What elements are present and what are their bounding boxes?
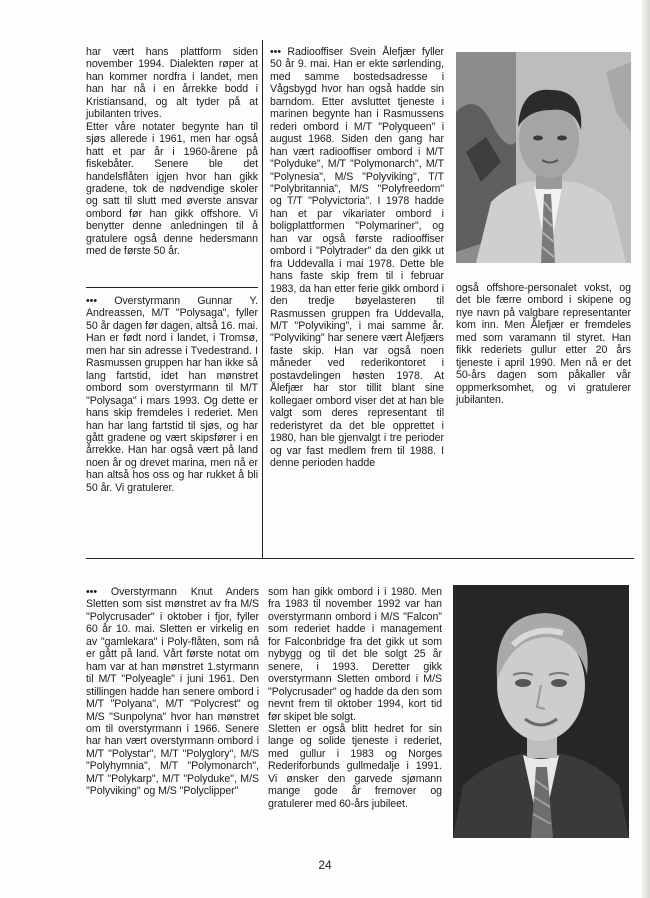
article-alefjaer-continued: også offshore-personalet vokst, og det ble færre ombord i skipene og nye navn på valgbare representanter kom inn. Men Ålefjær er fremdeles med som varamann til styret. Han fikk rederiets gullur etter 20 års tjeneste i april 1990. Men nå er det 50-års dagen som påkaller vår oppmerksomhet, og vi gratulerer jubilanten. — [456, 282, 631, 407]
page-number: 24 — [318, 858, 332, 872]
article-alefjaer: ••• Radiooffiser Svein Ålefjær fyller 50 år 9. mai. Han er ekte sørlending, med samme bostedsadresse i Vågsbygd hvor han også hadde sin barndom. Etter avsluttet tjeneste i marinen begynte han i Rasmussens rederi ombord i M/T "Polyqueen" i august 1968. Siden den gang har han vært radiooffiser ombord i M/T "Polyduke", M/T "Polymonarch", M/T "Polynesia", M/S "Polyviking", T/T "Polybritannia", M/S "Polyfreedom" og T/T "Polyvictoria". I 1978 hadde han et par vikariater ombord i boligplattformen "Polymariner", og han var også første radiooffiser ombord i "Polytrader" da den gikk ut fra Uddevalla i mai 1978. Dette ble hans faste skip frem til i februar 1983, da han etter ferie gikk ombord i den tredje bøyelasteren til Rasmussen gruppen fra Uddevalla, M/T "Polyviking", i mai samme år. "Polyviking" har senere vært Ålefjærs faste skip. Han var også noen måneder ved rederikontoret i postavdelingen høsten 1978. At Ålefjær har stor tillit blant sine kollegaer ombord viser det at han ble valgt som deres representant til rederistyret da det ble opprettet i 1980, han ble gjenvalgt i tre perioder og var fast medlem frem til 1988. I denne perioden hadde — [270, 46, 444, 469]
top-column-3 — [456, 282, 631, 407]
article-andreassen: ••• Overstyrmann Gunnar Y. Andreassen, M/T "Polysaga", fyller 50 år dagen før dagen, altså 16. mai. Han er født nord i landet, i Tromsø, men har sin adresse i Tvedestrand. I Rasmussen gruppen har han ikke så lang fartstid, idet han mønstret ombord som overstyrmann til M/T "Polysaga" i mars 1993. Og dette er hans skip fremdeles i rederiet. Men han har lang fartstid til sjøs, og har gått gradene og vært skipsfører i en årrekke. Han har også vært på land noen år og drevet marina, men nå er han altså hos oss og har rukket å bli 50 år. Vi gratulerer. — [86, 295, 258, 494]
top-column-2 — [270, 46, 444, 469]
section-rule — [86, 558, 634, 559]
article-sletten-closing: Sletten er også blitt hedret for sin lange og solide tjeneste i rederiet, med gullur i 1983 og Norges Rederiforbunds gullmedalje i 1991. Vi ønsker den garvede sjømann mange gode år fremover og gratulerer med 60-års jubileet. — [268, 722, 442, 810]
portrait-svein-alefjaer — [456, 52, 631, 263]
page-edge — [642, 0, 650, 898]
article-continuation-2: Etter våre notater begynte han til sjøs allerede i 1961, men har også hatt et par år i 1960-årene på fiskebåter. Senere ble det handelsflåten igjen hvor han gikk gradene, tok de nødvendige skoler og satt til slutt med øverste ansvar ombord før han gikk offshore. Vi benytter denne anledningen til å gratulere også denne hedersmann med de første 50 år. — [86, 120, 258, 258]
bottom-column-2 — [268, 586, 442, 810]
portrait-knut-anders-sletten — [453, 585, 629, 838]
portrait-photo-top — [456, 52, 631, 263]
top-column-1-b — [86, 295, 258, 494]
column-divider — [86, 287, 258, 288]
article-continuation: har vært hans plattform siden november 1994. Dialekten røper at han kommer nordfra i landet, men han har nå i en årrekke bodd i Kristiansand, og alt tyder på at jubilanten trives. — [86, 46, 258, 121]
article-sletten: ••• Overstyrmann Knut Anders Sletten som sist mønstret av fra M/S "Polycrusader" i oktober i fjor, fyller 60 år 10. mai. Sletten er virkelig en av "gamlekara" i Poly-flåten, som nå er gått på land. Vårt første notat om ham var at han mønstret 1.styrmann til M/T "Polyeagle" i juni 1961. Den stillingen hadde han senere ombord i M/T "Polyana", M/T "Polycrest" og M/S "Sunpolyna" hvor han mønstret om til overstyrmann i 1966. Senere har han vært overstyrmann ombord i M/T "Polystar", M/T "Polyglory", M/S "Polyhymnia", M/T "Polymonarch", M/T "Polykarp", M/T "Polyduke", M/S "Polyviking" og M/S "Polyclipper" — [86, 586, 259, 798]
portrait-photo-bottom — [453, 585, 629, 838]
column-rule — [262, 40, 263, 558]
article-sletten-continued: som han gikk ombord i i 1980. Men fra 1983 til november 1992 var han overstyrmann ombord i M/S "Falcon" som rederiet hadde i management for Falconbridge fra det gikk ut som nybygg og til det ble solgt 25 år senere, i 1993. Deretter gikk overstyrmann Sletten ombord i M/S "Polycrusader" og hadde da den som nevnt frem til oktober 1994, kort tid før skipet ble solgt. — [268, 586, 442, 723]
top-column-1 — [86, 46, 258, 258]
bottom-column-1 — [86, 586, 259, 798]
